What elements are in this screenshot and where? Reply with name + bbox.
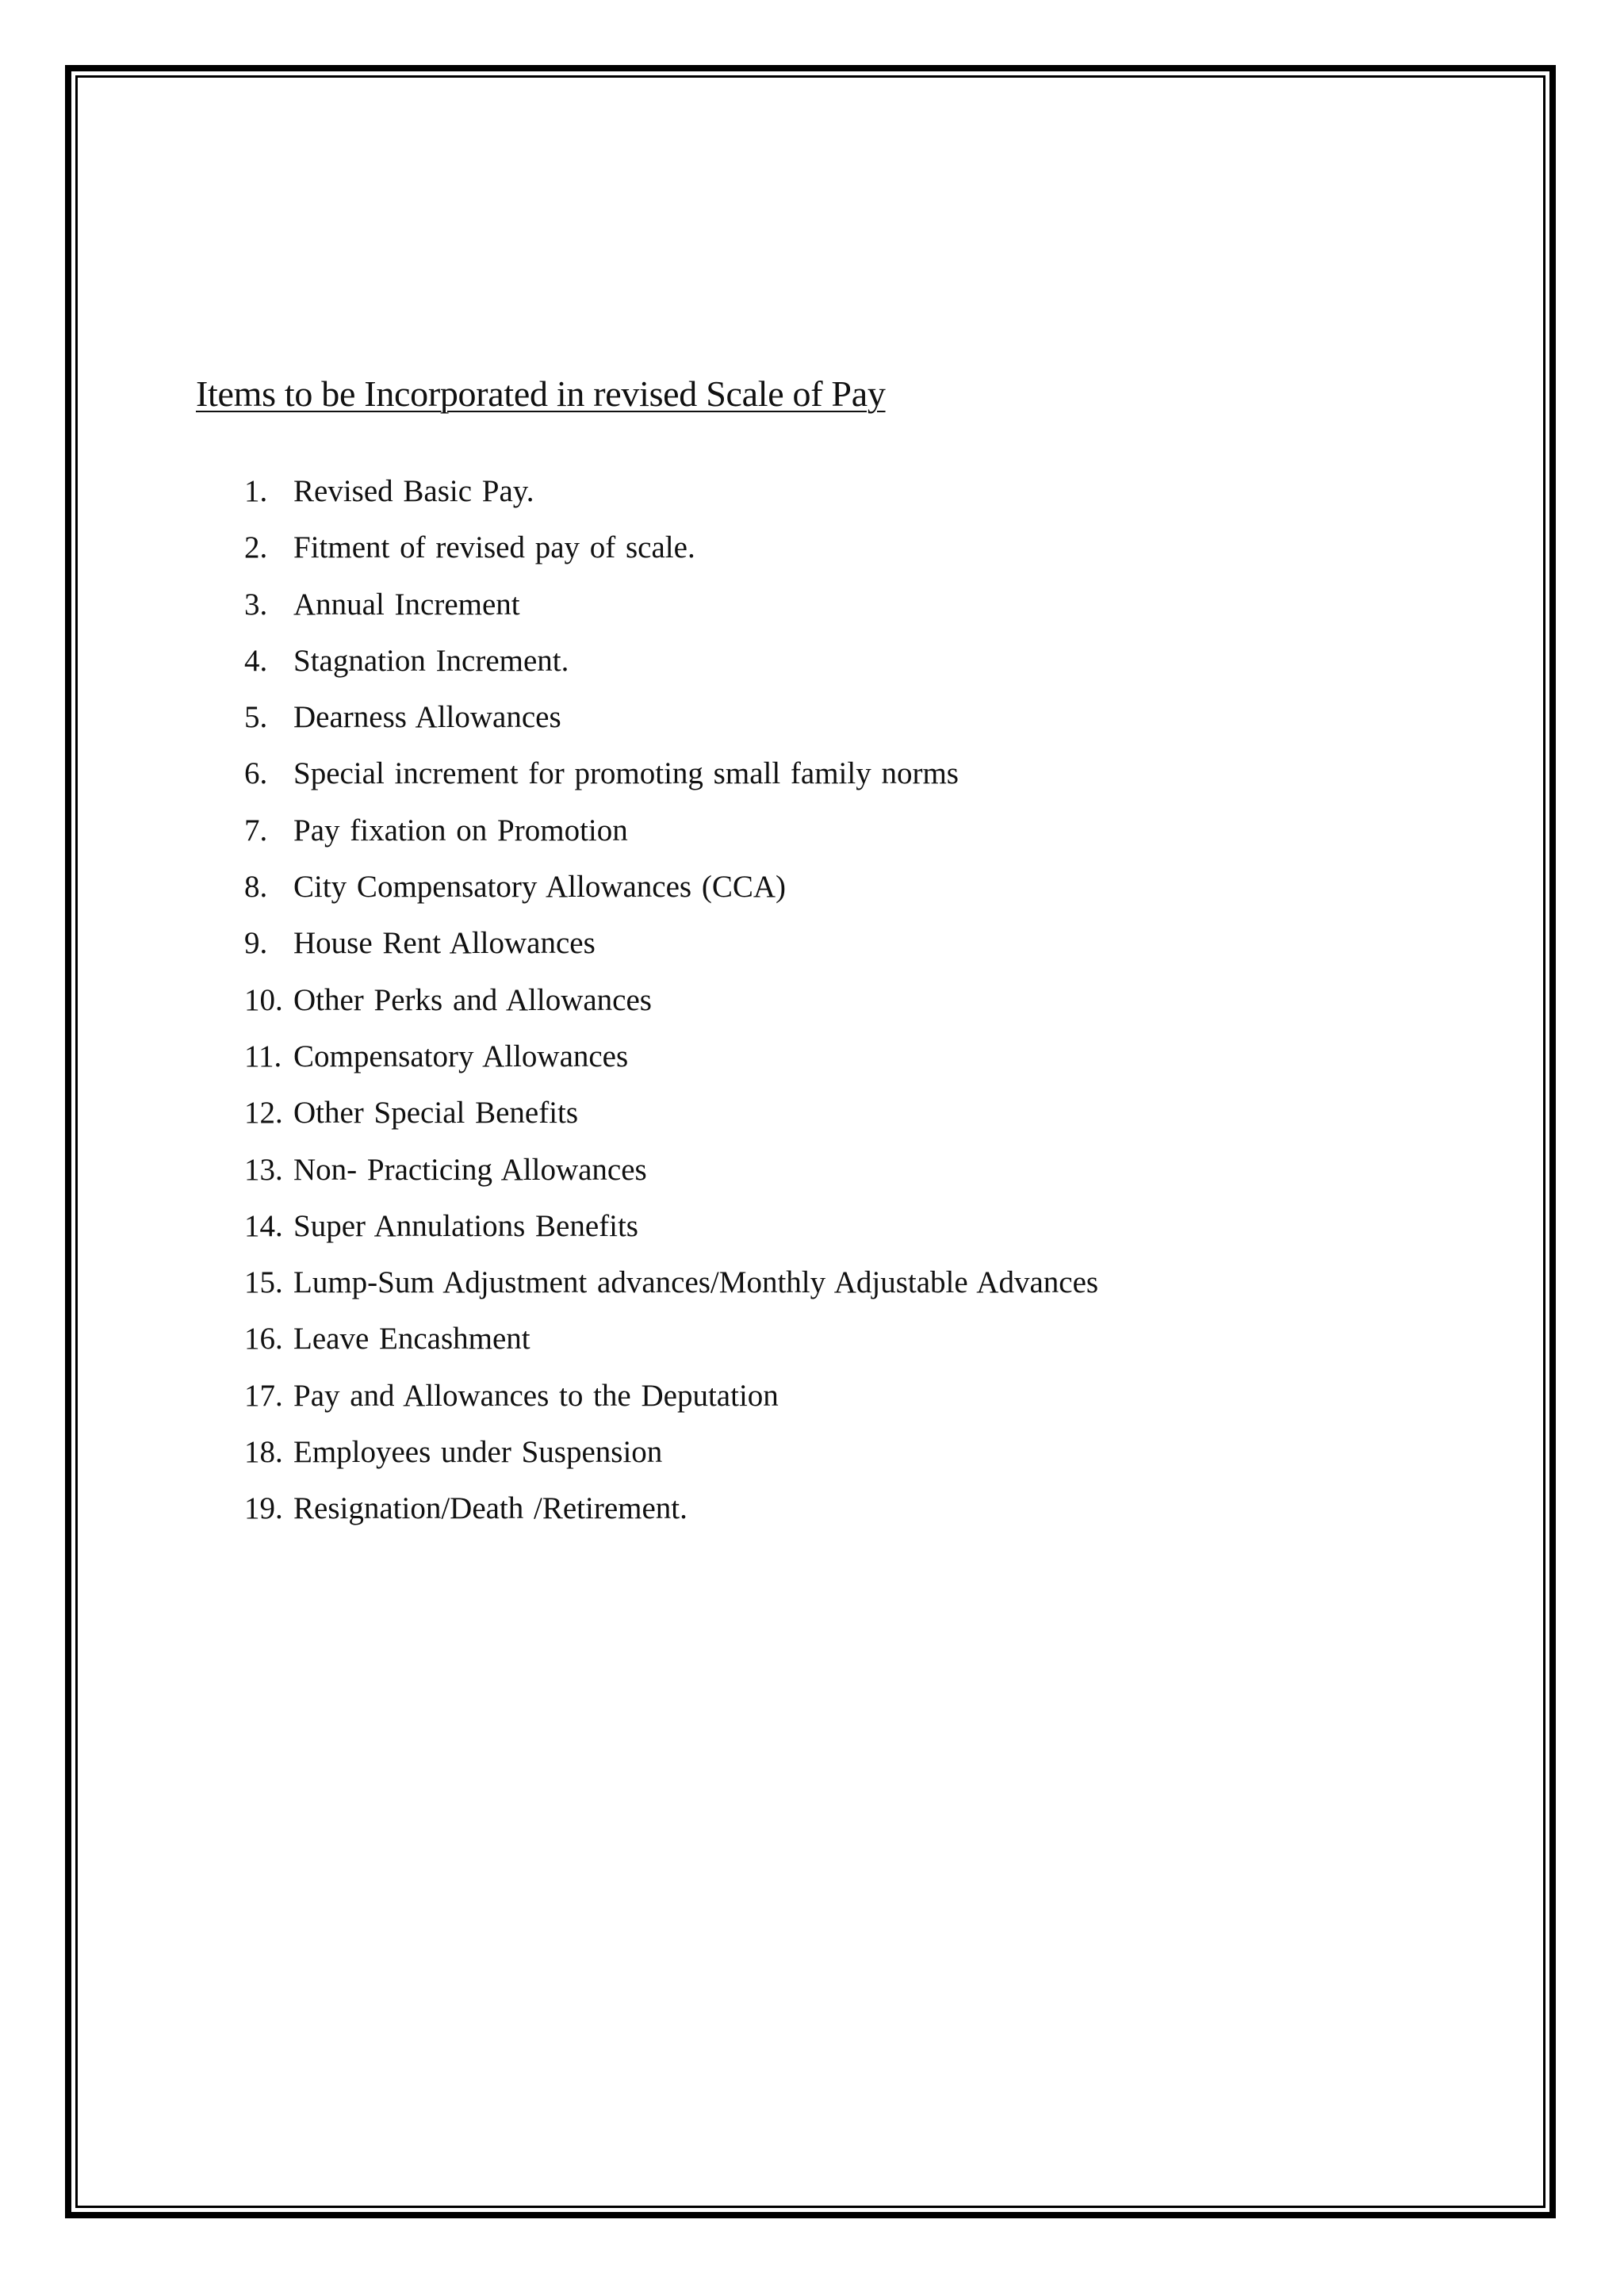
item-number: 4. [244, 643, 268, 678]
list-item [244, 1430, 1098, 1487]
item-number: 5. [244, 700, 268, 735]
item-text: Pay fixation on Promotion [293, 813, 628, 848]
list-item [244, 583, 1098, 639]
item-text: Annual Increment [293, 587, 520, 622]
item-text: Special increment for promoting small family norms [293, 756, 959, 791]
item-text: Other Special Benefits [293, 1096, 579, 1131]
item-text: Employees under Suspension [293, 1435, 663, 1470]
list-item [244, 809, 1098, 865]
item-number: 7. [244, 813, 268, 848]
item-text: City Compensatory Allowances (CCA) [293, 870, 787, 905]
item-text: Fitment of revised pay of scale. [293, 530, 695, 565]
item-number: 14. [244, 1208, 283, 1243]
list-item [244, 1204, 1098, 1261]
item-number: 2. [244, 530, 268, 565]
list-item [244, 921, 1098, 978]
document-title: Items to be Incorporated in revised Scale of Pay [196, 373, 886, 414]
item-number: 16. [244, 1322, 283, 1357]
item-number: 9. [244, 926, 268, 961]
item-number: 6. [244, 756, 268, 791]
item-text: Dearness Allowances [293, 700, 561, 735]
list-item [244, 639, 1098, 695]
list-item [244, 752, 1098, 808]
item-text: Compensatory Allowances [293, 1039, 629, 1073]
list-item [244, 978, 1098, 1035]
item-text: Other Perks and Allowances [293, 982, 652, 1017]
list-item [244, 1035, 1098, 1091]
item-text: Stagnation Increment. [293, 643, 569, 678]
list-item [244, 1487, 1098, 1543]
item-text: Lump-Sum Adjustment advances/Monthly Adjustable Advances [293, 1265, 1099, 1300]
item-number: 17. [244, 1378, 283, 1413]
item-text: House Rent Allowances [293, 926, 596, 961]
list-item [244, 1374, 1098, 1430]
list-item [244, 526, 1098, 582]
list-item [244, 469, 1098, 526]
item-number: 18. [244, 1435, 283, 1470]
list-item [244, 1148, 1098, 1204]
list-item [244, 1317, 1098, 1373]
item-text: Non- Practicing Allowances [293, 1152, 647, 1187]
item-number: 8. [244, 870, 268, 905]
item-number: 13. [244, 1152, 283, 1187]
list-item [244, 1261, 1098, 1317]
list-item [244, 695, 1098, 752]
item-text: Resignation/Death /Retirement. [293, 1491, 688, 1526]
list-item [244, 865, 1098, 921]
item-text: Revised Basic Pay. [293, 474, 534, 508]
item-text: Leave Encashment [293, 1322, 530, 1357]
item-number: 1. [244, 474, 268, 508]
item-number: 10. [244, 982, 283, 1017]
item-text: Super Annulations Benefits [293, 1208, 638, 1243]
item-number: 11. [244, 1039, 282, 1073]
list-item [244, 1091, 1098, 1147]
item-number: 12. [244, 1096, 283, 1131]
item-number: 15. [244, 1265, 283, 1300]
item-number: 3. [244, 587, 268, 622]
item-text: Pay and Allowances to the Deputation [293, 1378, 779, 1413]
item-number: 19. [244, 1491, 283, 1526]
items-list [244, 469, 1098, 1544]
